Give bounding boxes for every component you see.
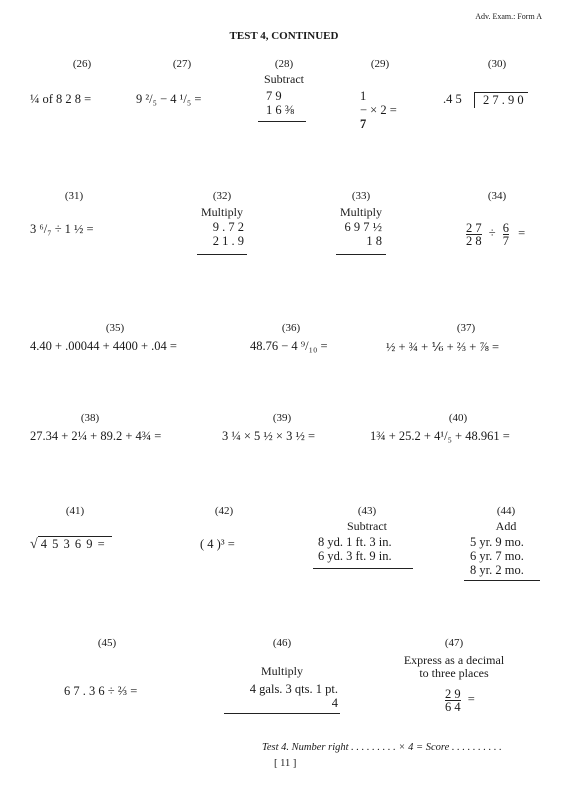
answer-rule	[224, 713, 340, 714]
problem-46-multiplicand: 4 gals. 3 qts. 1 pt.	[249, 682, 338, 696]
problem-33-multiplier: 1 8	[366, 234, 382, 248]
problem-number: (46)	[272, 637, 292, 649]
problem-33-label: Multiply	[339, 205, 383, 219]
problem-29-operation: − × 2 =	[360, 103, 397, 117]
fraction	[466, 222, 482, 247]
problem-43-stack	[318, 535, 392, 563]
problem-42-expression: ( 4 )³ =	[200, 537, 235, 551]
problem-27-expression: 9 ²/₅ − 4 ¹/₅ =	[136, 92, 202, 106]
problem-number: (44)	[496, 505, 516, 517]
problem-number: (38)	[80, 412, 100, 424]
problem-46-multiplier: 4	[331, 696, 338, 710]
problem-number: (36)	[281, 322, 301, 334]
problem-43-label: Subtract	[347, 519, 387, 533]
problem-32-multiplicand: 9 . 7 2	[212, 220, 244, 234]
problem-number: (42)	[214, 505, 234, 517]
answer-rule	[197, 254, 247, 255]
problem-41-expression	[30, 537, 112, 553]
fraction	[445, 688, 461, 713]
division-sign: ÷	[488, 226, 496, 241]
answer-rule	[336, 254, 386, 255]
problem-number: (41)	[65, 505, 85, 517]
problem-number: (47)	[444, 637, 464, 649]
problem-number: (33)	[351, 190, 371, 202]
problem-32-stack	[202, 220, 244, 248]
denominator: 2 8	[466, 234, 482, 248]
square-root-icon: √	[30, 537, 38, 552]
problem-number: (28)	[274, 58, 294, 70]
problem-46-label: Multiply	[260, 664, 304, 678]
numerator: 2 7	[466, 221, 482, 235]
answer-rule	[464, 580, 540, 581]
problem-44-addend: 5 yr. 9 mo.	[470, 535, 524, 549]
problem-35-expression: 4.40 + .00044 + 4400 + .04 =	[30, 339, 177, 353]
problem-number: (30)	[487, 58, 507, 70]
page-number: [ 11 ]	[274, 758, 297, 769]
problem-46-stack	[228, 682, 338, 710]
numerator: 6	[502, 221, 509, 235]
problem-36-expression: 48.76 − 4 ⁹/₁₀ =	[250, 339, 328, 353]
problem-number: (39)	[272, 412, 292, 424]
problem-43-subtrahend: 6 yd. 3 ft. 9 in.	[318, 549, 392, 563]
problem-33-stack	[340, 220, 382, 248]
problem-44-addend: 8 yr. 2 mo.	[470, 563, 524, 577]
problem-32-label: Multiply	[200, 205, 244, 219]
problem-number: (40)	[448, 412, 468, 424]
problem-28-subtrahend: 1 6 ⅜	[266, 103, 295, 117]
problem-47-instruction: to three places	[419, 666, 489, 680]
problem-number: (43)	[357, 505, 377, 517]
equals-sign: =	[518, 226, 526, 241]
problem-38-expression: 27.34 + 2¼ + 89.2 + 4¾ =	[30, 429, 162, 443]
problem-28-stack	[266, 89, 294, 117]
problem-30-dividend: 2 7 . 9 0	[474, 92, 528, 108]
problem-29-numerator: 1	[360, 89, 367, 103]
problem-number: (35)	[105, 322, 125, 334]
page-title: TEST 4, CONTINUED	[229, 30, 339, 42]
problem-32-multiplier: 2 1 . 9	[212, 234, 244, 248]
problem-43-minuend: 8 yd. 1 ft. 3 in.	[318, 535, 392, 549]
problem-45-expression: 6 7 . 3 6 ÷ ⅔ =	[64, 684, 138, 698]
problem-26-expression: ¼ of 8 2 8 =	[30, 92, 92, 106]
problem-number: (29)	[370, 58, 390, 70]
numerator: 2 9	[445, 687, 461, 701]
problem-number: (37)	[456, 322, 476, 334]
problem-number: (31)	[64, 190, 84, 202]
problem-29-denominator: 7	[360, 117, 367, 131]
answer-rule	[258, 121, 306, 122]
problem-number: (27)	[172, 58, 192, 70]
denominator: 7	[502, 234, 509, 248]
problem-28-minuend: 7 9	[266, 89, 282, 103]
answer-rule	[313, 568, 413, 569]
problem-number: (32)	[212, 190, 232, 202]
problem-34-expression	[466, 222, 525, 247]
equals-sign: =	[467, 692, 475, 707]
problem-number: (26)	[72, 58, 92, 70]
problem-30-divisor: .4 5	[443, 92, 462, 106]
problem-number: (45)	[97, 637, 117, 649]
fraction	[503, 222, 509, 247]
problem-44-label: Add	[495, 519, 517, 533]
problem-47-instruction: Express as a decimal	[403, 653, 505, 667]
problem-33-multiplicand: 6 9 7 ½	[344, 220, 382, 234]
problem-28-label: Subtract	[264, 72, 304, 86]
problem-number: (34)	[487, 190, 507, 202]
problem-40-expression: 1¾ + 25.2 + 4¹/₅ + 48.961 =	[370, 429, 510, 443]
score-line: Test 4. Number right . . . . . . . . . × 4 = Score . . . . . . . . . .	[262, 742, 502, 753]
problem-39-expression: 3 ¼ × 5 ½ × 3 ½ =	[222, 429, 316, 443]
problem-31-expression: 3 ⁶/₇ ÷ 1 ½ =	[30, 222, 94, 236]
problem-44-addend: 6 yr. 7 mo.	[470, 549, 524, 563]
problem-47-expression	[445, 688, 475, 713]
form-label: Adv. Exam.: Form A	[475, 12, 542, 21]
radicand: 4 5 3 6 9 =	[38, 536, 112, 551]
problem-44-stack	[470, 535, 524, 577]
denominator: 6 4	[445, 700, 461, 714]
problem-37-expression: ½ + ¾ + ⅙ + ⅔ + ⅞ =	[386, 340, 499, 354]
